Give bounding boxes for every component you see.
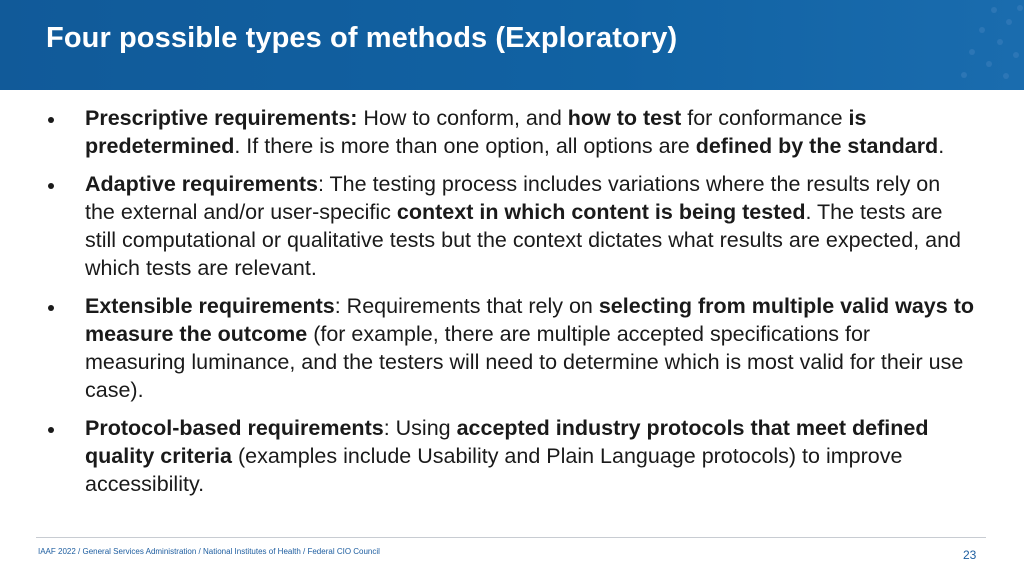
bullet-bold-text: context in which content is being tested <box>396 200 806 224</box>
bullet-bold-text: Adaptive requirements <box>85 172 318 196</box>
bullet-text: : Requirements that rely on <box>334 294 599 318</box>
bullet-bold-text: Protocol-based requirements <box>85 416 384 440</box>
bullet-dot-icon <box>48 183 54 189</box>
bullet-bold-text: defined by the standard <box>695 134 939 158</box>
bullet-text: (for example, there are multiple accepted specifications for measuring luminance, and the testers will need to determine which is most valid for their use case). <box>85 322 964 402</box>
bullet-bold-text: how to test <box>567 106 682 130</box>
bullet-list <box>0 104 1024 508</box>
bullet-dot-icon <box>48 427 54 433</box>
bullet-text: . The tests are still computational or qualitative tests but the context dictates what results are expected, and which tests are relevant. <box>85 200 962 280</box>
bullet-text: for conformance <box>681 106 849 130</box>
bullet-bold-text: Extensible requirements <box>85 294 335 318</box>
slide-header <box>0 0 1024 90</box>
bullet-text: (examples include Usability and Plain Language protocols) to improve accessibility. <box>85 444 903 496</box>
footer-divider <box>36 537 986 538</box>
bullet-bold-text: Prescriptive requirements: <box>85 106 358 130</box>
bullet-dot-icon <box>48 117 54 123</box>
bullet-text: : Using <box>383 416 457 440</box>
bullet-text: . <box>938 134 945 158</box>
bullet-text: How to conform, and <box>357 106 568 130</box>
bullet-text: : The testing process includes variations where the results rely on the external and/or user-specific <box>85 172 941 224</box>
bullet-bold-text: accepted industry protocols that meet defined quality criteria <box>85 416 929 468</box>
bullet-item <box>0 414 1024 498</box>
stars-decoration-icon <box>874 0 1024 90</box>
page-number: 23 <box>963 548 977 562</box>
slide-title: Four possible types of methods (Exploratory) <box>46 22 678 54</box>
bullet-text: . If there is more than one option, all options are <box>234 134 696 158</box>
footer-text: IAAF 2022 / General Services Administration / National Institutes of Health / Federal CIO Council <box>38 547 380 556</box>
bullet-bold-text: is predetermined <box>85 106 867 158</box>
bullet-item <box>0 104 1024 160</box>
bullet-bold-text: selecting from multiple valid ways to measure the outcome <box>85 294 974 346</box>
bullet-dot-icon <box>48 305 54 311</box>
bullet-item <box>0 292 1024 404</box>
bullet-item <box>0 170 1024 282</box>
